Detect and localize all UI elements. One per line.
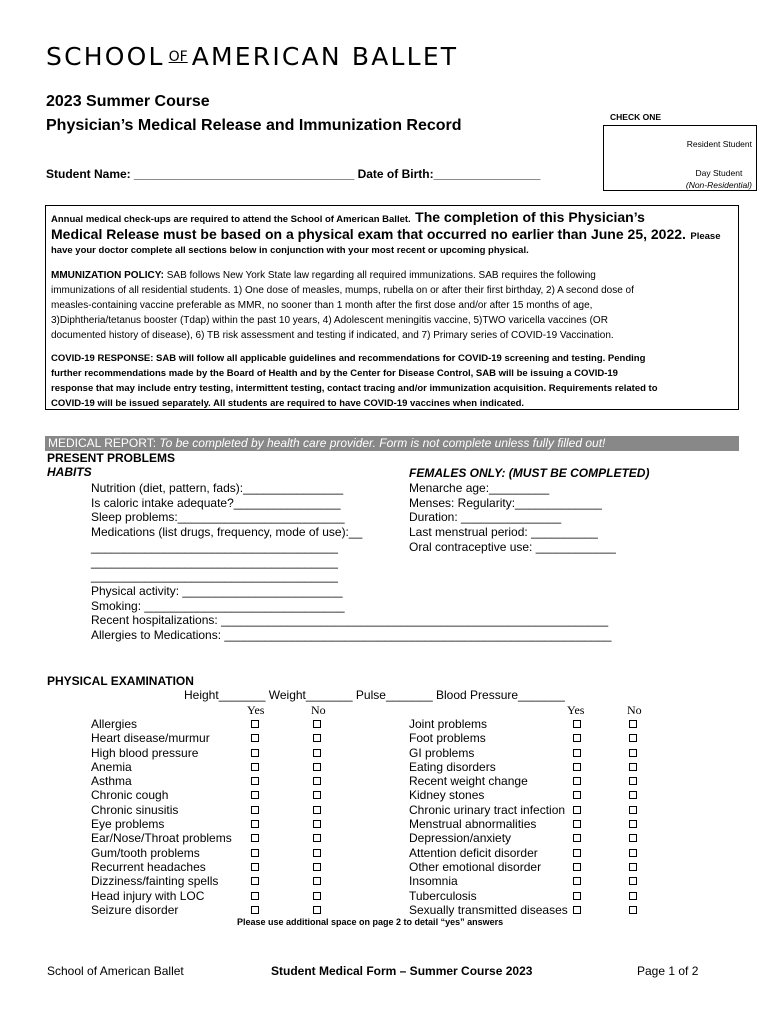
yes-checkbox-cell	[251, 903, 259, 917]
females-only-heading: FEMALES ONLY: (MUST BE COMPLETED)	[409, 466, 650, 480]
yes-checkbox[interactable]	[251, 763, 259, 771]
no-checkbox-cell	[629, 803, 637, 817]
exam-item-right: Menstrual abnormalities	[409, 817, 537, 832]
yes-checkbox[interactable]	[573, 791, 581, 799]
exam-item-right: Kidney stones	[409, 788, 485, 803]
exam-item-left: Allergies	[91, 717, 138, 731]
yes-checkbox[interactable]	[573, 763, 581, 771]
no-checkbox[interactable]	[313, 720, 321, 728]
yes-checkbox[interactable]	[573, 877, 581, 885]
exam-item-right: Recent weight change	[409, 774, 528, 789]
no-checkbox[interactable]	[629, 734, 637, 742]
yes-checkbox-cell	[251, 731, 259, 745]
exam-item-left: Dizziness/fainting spells	[91, 874, 219, 889]
no-checkbox[interactable]	[629, 763, 637, 771]
no-checkbox-cell	[313, 846, 321, 860]
no-checkbox[interactable]	[313, 863, 321, 871]
yes-checkbox[interactable]	[251, 877, 259, 885]
exam-item-left: High blood pressure	[91, 745, 199, 760]
menses-regularity[interactable]: Menses: Regularity:_____________	[409, 495, 602, 510]
yes-checkbox[interactable]	[251, 906, 259, 914]
covid-line-2: response that may include entry testing, intermittent testing, contact tracing and/or immunization acquisition. Requirements related to	[51, 383, 658, 394]
notice-intro-big-1: The completion of this Physician’s	[415, 209, 645, 225]
no-checkbox[interactable]	[629, 834, 637, 842]
physical-exam-heading: PHYSICAL EXAMINATION	[47, 674, 194, 688]
notice-box	[45, 205, 739, 410]
yes-header-left: Yes	[247, 703, 265, 717]
no-checkbox-cell	[313, 717, 321, 731]
exam-left-list	[91, 717, 251, 917]
no-checkbox[interactable]	[629, 749, 637, 757]
exam-item-right: Eating disorders	[409, 759, 496, 774]
yes-checkbox[interactable]	[573, 720, 581, 728]
no-checkbox-cell	[629, 774, 637, 788]
yes-header-right: Yes	[567, 703, 585, 717]
notice-please: Please	[690, 231, 721, 242]
yes-checkbox[interactable]	[573, 749, 581, 757]
footer-right: Page 1 of 2	[637, 964, 699, 978]
medical-report-bar	[45, 436, 739, 451]
no-checkbox-cell	[629, 889, 637, 903]
no-checkbox[interactable]	[629, 820, 637, 828]
yes-checkbox[interactable]	[573, 906, 581, 914]
yes-checkbox-cell	[251, 889, 259, 903]
logo-left: SCHOOL	[46, 42, 165, 71]
no-checkbox-cell	[629, 746, 637, 760]
no-checkbox[interactable]	[629, 777, 637, 785]
habit-sleep[interactable]: Sleep problems:_________________________	[91, 510, 345, 525]
notice-intro-small: Annual medical check-ups are required to attend the School of American Ballet.	[51, 214, 411, 225]
yes-checkbox[interactable]	[251, 806, 259, 814]
exam-item-left: Gum/tooth problems	[91, 845, 200, 860]
exam-item-right: GI problems	[409, 745, 475, 760]
yes-checkbox[interactable]	[573, 834, 581, 842]
non-residential-label: (Non-Residential)	[685, 180, 752, 190]
no-header-right: No	[627, 703, 642, 717]
no-checkbox-cell	[313, 760, 321, 774]
exam-item-right: Attention deficit disorder	[409, 845, 538, 860]
policy-line-1: immunizations of all residential students. 1) One dose of measles, mumps, rubella on or after their first birthday, 2) A second dose of	[51, 285, 634, 296]
no-checkbox[interactable]	[313, 877, 321, 885]
yes-checkbox-cell	[251, 803, 259, 817]
no-checkbox-cell	[313, 860, 321, 874]
yes-checkbox-cell	[573, 860, 581, 874]
exam-item-right: Tuberculosis	[409, 888, 477, 903]
check-one-box[interactable]	[603, 125, 757, 191]
yes-checkbox[interactable]	[573, 777, 581, 785]
exam-item-right: Chronic urinary tract infection	[409, 802, 566, 817]
no-checkbox-cell	[629, 788, 637, 802]
check-one-label: CHECK ONE	[610, 112, 662, 122]
no-checkbox-cell	[629, 831, 637, 845]
habit-physical-activity[interactable]: Physical activity: ________________________	[91, 583, 343, 598]
covid-line-1: further recommendations made by the Board of Health and by the Center for Disease Control, SAB will be issuing a COVID-19	[51, 368, 618, 379]
habit-medications-line-3[interactable]: _____________________________________	[91, 569, 338, 584]
medical-report-note: To be completed by health care provider. Form is not complete unless fully filled out!	[156, 436, 606, 450]
yes-checkbox[interactable]	[251, 791, 259, 799]
no-checkbox[interactable]	[313, 820, 321, 828]
yes-checkbox[interactable]	[573, 806, 581, 814]
exam-left-yes-column	[251, 717, 259, 917]
yes-checkbox-cell	[251, 717, 259, 731]
yes-checkbox[interactable]	[573, 892, 581, 900]
exam-item-right: Foot problems	[409, 731, 486, 746]
covid-line-3: COVID-19 will be issued separately. All students are required to have COVID-19 vaccines when indicated.	[51, 398, 525, 409]
exam-item-left: Heart disease/murmur	[91, 731, 210, 746]
notice-intro-big-2: Medical Release must be based on a physical exam that occurred no earlier than June 25, 2022.	[51, 226, 686, 242]
exam-item-right: Joint problems	[409, 717, 488, 731]
yes-checkbox-cell	[573, 788, 581, 802]
yes-checkbox-cell	[573, 717, 581, 731]
yes-checkbox-cell	[573, 831, 581, 845]
exam-item-left: Anemia	[91, 759, 132, 774]
yes-checkbox-cell	[251, 874, 259, 888]
yes-checkbox[interactable]	[573, 849, 581, 857]
vitals-line[interactable]: Height_______ Weight_______ Pulse_______ Blood Pressure_______	[184, 688, 565, 702]
yes-checkbox[interactable]	[251, 849, 259, 857]
habit-medications[interactable]: Medications (list drugs, frequency, mode of use):__	[91, 525, 363, 540]
no-checkbox[interactable]	[629, 849, 637, 857]
no-checkbox-cell	[313, 788, 321, 802]
yes-checkbox-cell	[251, 831, 259, 845]
no-header-left: No	[311, 703, 326, 717]
exam-item-left: Asthma	[91, 774, 132, 789]
covid-response	[51, 351, 733, 411]
oral-contraceptive-use[interactable]: Oral contraceptive use: ____________	[409, 539, 616, 554]
exam-item-left: Ear/Nose/Throat problems	[91, 831, 232, 846]
exam-right-no-column	[629, 717, 637, 917]
no-checkbox[interactable]	[629, 806, 637, 814]
yes-checkbox-cell	[251, 760, 259, 774]
no-checkbox[interactable]	[629, 892, 637, 900]
day-student-label: Day Student	[695, 168, 743, 178]
yes-checkbox-cell	[251, 860, 259, 874]
habits-heading: HABITS	[47, 465, 92, 479]
exam-right-yes-column	[573, 717, 581, 917]
yes-checkbox-cell	[573, 846, 581, 860]
no-checkbox-cell	[313, 731, 321, 745]
females-list	[409, 481, 616, 555]
no-checkbox-cell	[629, 860, 637, 874]
policy-line-0: SAB follows New York State law regarding all required immunizations. SAB requires the following	[163, 270, 596, 281]
footer-center: Student Medical Form – Summer Course 2023	[271, 964, 533, 978]
no-checkbox[interactable]	[629, 877, 637, 885]
form-title-line1: 2023 Summer Course	[46, 93, 210, 110]
yes-checkbox-cell	[573, 903, 581, 917]
no-checkbox[interactable]	[313, 906, 321, 914]
yes-checkbox[interactable]	[251, 863, 259, 871]
no-checkbox[interactable]	[629, 720, 637, 728]
no-checkbox-cell	[313, 874, 321, 888]
yes-checkbox-cell	[251, 746, 259, 760]
exam-note: Please use additional space on page 2 to detail “yes” answers	[237, 917, 504, 927]
yes-checkbox[interactable]	[251, 834, 259, 842]
no-checkbox[interactable]	[313, 734, 321, 742]
policy-label: MMUNIZATION POLICY:	[51, 270, 164, 281]
policy-line-4: documented history of disease), 6) TB risk assessment and testing if indicated, and 7) Primary series of COVID-19 Vaccination.	[51, 330, 614, 341]
yes-checkbox-cell	[573, 731, 581, 745]
allergies-to-medications[interactable]: Allergies to Medications: __________________________________________________________	[91, 628, 612, 643]
form-title-line2: Physician’s Medical Release and Immunization Record	[46, 117, 462, 134]
no-checkbox-cell	[629, 731, 637, 745]
student-name-dob-line[interactable]: Student Name: _________________________________ Date of Birth:________________	[46, 167, 541, 181]
habit-caloric[interactable]: Is caloric intake adequate?________________	[91, 495, 341, 510]
no-checkbox-cell	[313, 831, 321, 845]
medical-report-label: MEDICAL REPORT:	[48, 436, 157, 450]
yes-checkbox[interactable]	[251, 749, 259, 757]
logo-right: AMERICAN BALLET	[191, 42, 459, 71]
footer-left: School of American Ballet	[47, 964, 184, 978]
yes-checkbox[interactable]	[251, 820, 259, 828]
yes-checkbox-cell	[251, 774, 259, 788]
exam-item-right: Depression/anxiety	[409, 831, 512, 846]
recent-hospitalizations[interactable]: Recent hospitalizations: __________________________________________________________	[91, 613, 609, 628]
yes-checkbox-cell	[573, 889, 581, 903]
yes-checkbox[interactable]	[251, 734, 259, 742]
policy-line-3: 3)Diphtheria/tetanus booster (Tdap) within the past 10 years, 4) Adolescent meningitis vaccine, 5)TWO varicella vaccines (OR	[51, 315, 608, 326]
no-checkbox-cell	[629, 874, 637, 888]
duration[interactable]: Duration: _______________	[409, 510, 562, 525]
exam-item-left: Eye problems	[91, 817, 165, 832]
no-checkbox-cell	[629, 846, 637, 860]
yes-checkbox[interactable]	[251, 892, 259, 900]
yes-checkbox[interactable]	[251, 720, 259, 728]
exam-item-left: Seizure disorder	[91, 902, 179, 917]
exam-item-right: Insomnia	[409, 874, 458, 889]
no-checkbox[interactable]	[313, 749, 321, 757]
no-checkbox[interactable]	[313, 834, 321, 842]
yes-checkbox-cell	[573, 746, 581, 760]
last-menstrual-period[interactable]: Last menstrual period: __________	[409, 525, 598, 540]
covid-line-0: COVID-19 RESPONSE: SAB will follow all applicable guidelines and recommendations for COVID-19 screening and testing. Pending	[51, 353, 646, 364]
no-checkbox[interactable]	[629, 906, 637, 914]
yes-checkbox-cell	[251, 788, 259, 802]
no-checkbox-cell	[313, 803, 321, 817]
yes-checkbox[interactable]	[573, 734, 581, 742]
no-checkbox-cell	[629, 817, 637, 831]
exam-item-left: Chronic sinusitis	[91, 802, 179, 817]
habit-medications-line-1[interactable]: _____________________________________	[91, 539, 338, 554]
no-checkbox-cell	[313, 889, 321, 903]
exam-item-left: Head injury with LOC	[91, 888, 205, 903]
logo-of: OF	[168, 49, 188, 65]
notice-instruction: have your doctor complete all sections below in conjunction with your most recent or upcoming physical.	[51, 245, 529, 256]
day-student-option[interactable]	[686, 167, 752, 191]
no-checkbox-cell	[629, 717, 637, 731]
no-checkbox-cell	[313, 903, 321, 917]
no-checkbox[interactable]	[313, 763, 321, 771]
no-checkbox[interactable]	[629, 791, 637, 799]
menarche-age[interactable]: Menarche age:_________	[409, 481, 550, 495]
resident-student-option[interactable]: Resident Student	[686, 139, 752, 149]
exam-item-left: Chronic cough	[91, 788, 169, 803]
exam-item-right: Other emotional disorder	[409, 859, 542, 874]
immunization-policy	[51, 268, 733, 343]
yes-checkbox-cell	[573, 874, 581, 888]
no-checkbox-cell	[313, 817, 321, 831]
yes-checkbox-cell	[573, 774, 581, 788]
no-checkbox[interactable]	[313, 849, 321, 857]
habit-smoking[interactable]: Smoking: ______________________________	[91, 598, 345, 613]
no-checkbox[interactable]	[313, 777, 321, 785]
yes-checkbox-cell	[573, 803, 581, 817]
yes-checkbox-cell	[251, 817, 259, 831]
no-checkbox-cell	[313, 746, 321, 760]
no-checkbox[interactable]	[313, 806, 321, 814]
school-logo	[46, 42, 458, 71]
habit-medications-line-2[interactable]: _____________________________________	[91, 554, 338, 569]
yes-checkbox-cell	[251, 846, 259, 860]
exam-item-left: Recurrent headaches	[91, 859, 206, 874]
present-problems-heading: PRESENT PROBLEMS	[47, 451, 176, 465]
yes-checkbox[interactable]	[573, 820, 581, 828]
policy-line-2: measles-containing vaccine preferable as MMR, no sooner than 1 month after the first dose and/or after 15 months of age,	[51, 300, 593, 311]
no-checkbox[interactable]	[313, 892, 321, 900]
no-checkbox-cell	[313, 774, 321, 788]
exam-left-no-column	[313, 717, 321, 917]
yes-checkbox[interactable]	[251, 777, 259, 785]
exam-item-right: Sexually transmitted diseases	[409, 902, 568, 917]
no-checkbox-cell	[629, 903, 637, 917]
habit-nutrition[interactable]: Nutrition (diet, pattern, fads):_______________	[91, 481, 344, 495]
yes-checkbox-cell	[573, 817, 581, 831]
no-checkbox[interactable]	[313, 791, 321, 799]
exam-right-list	[409, 717, 579, 917]
yes-checkbox[interactable]	[573, 863, 581, 871]
no-checkbox-cell	[629, 760, 637, 774]
yes-checkbox-cell	[573, 760, 581, 774]
no-checkbox[interactable]	[629, 863, 637, 871]
